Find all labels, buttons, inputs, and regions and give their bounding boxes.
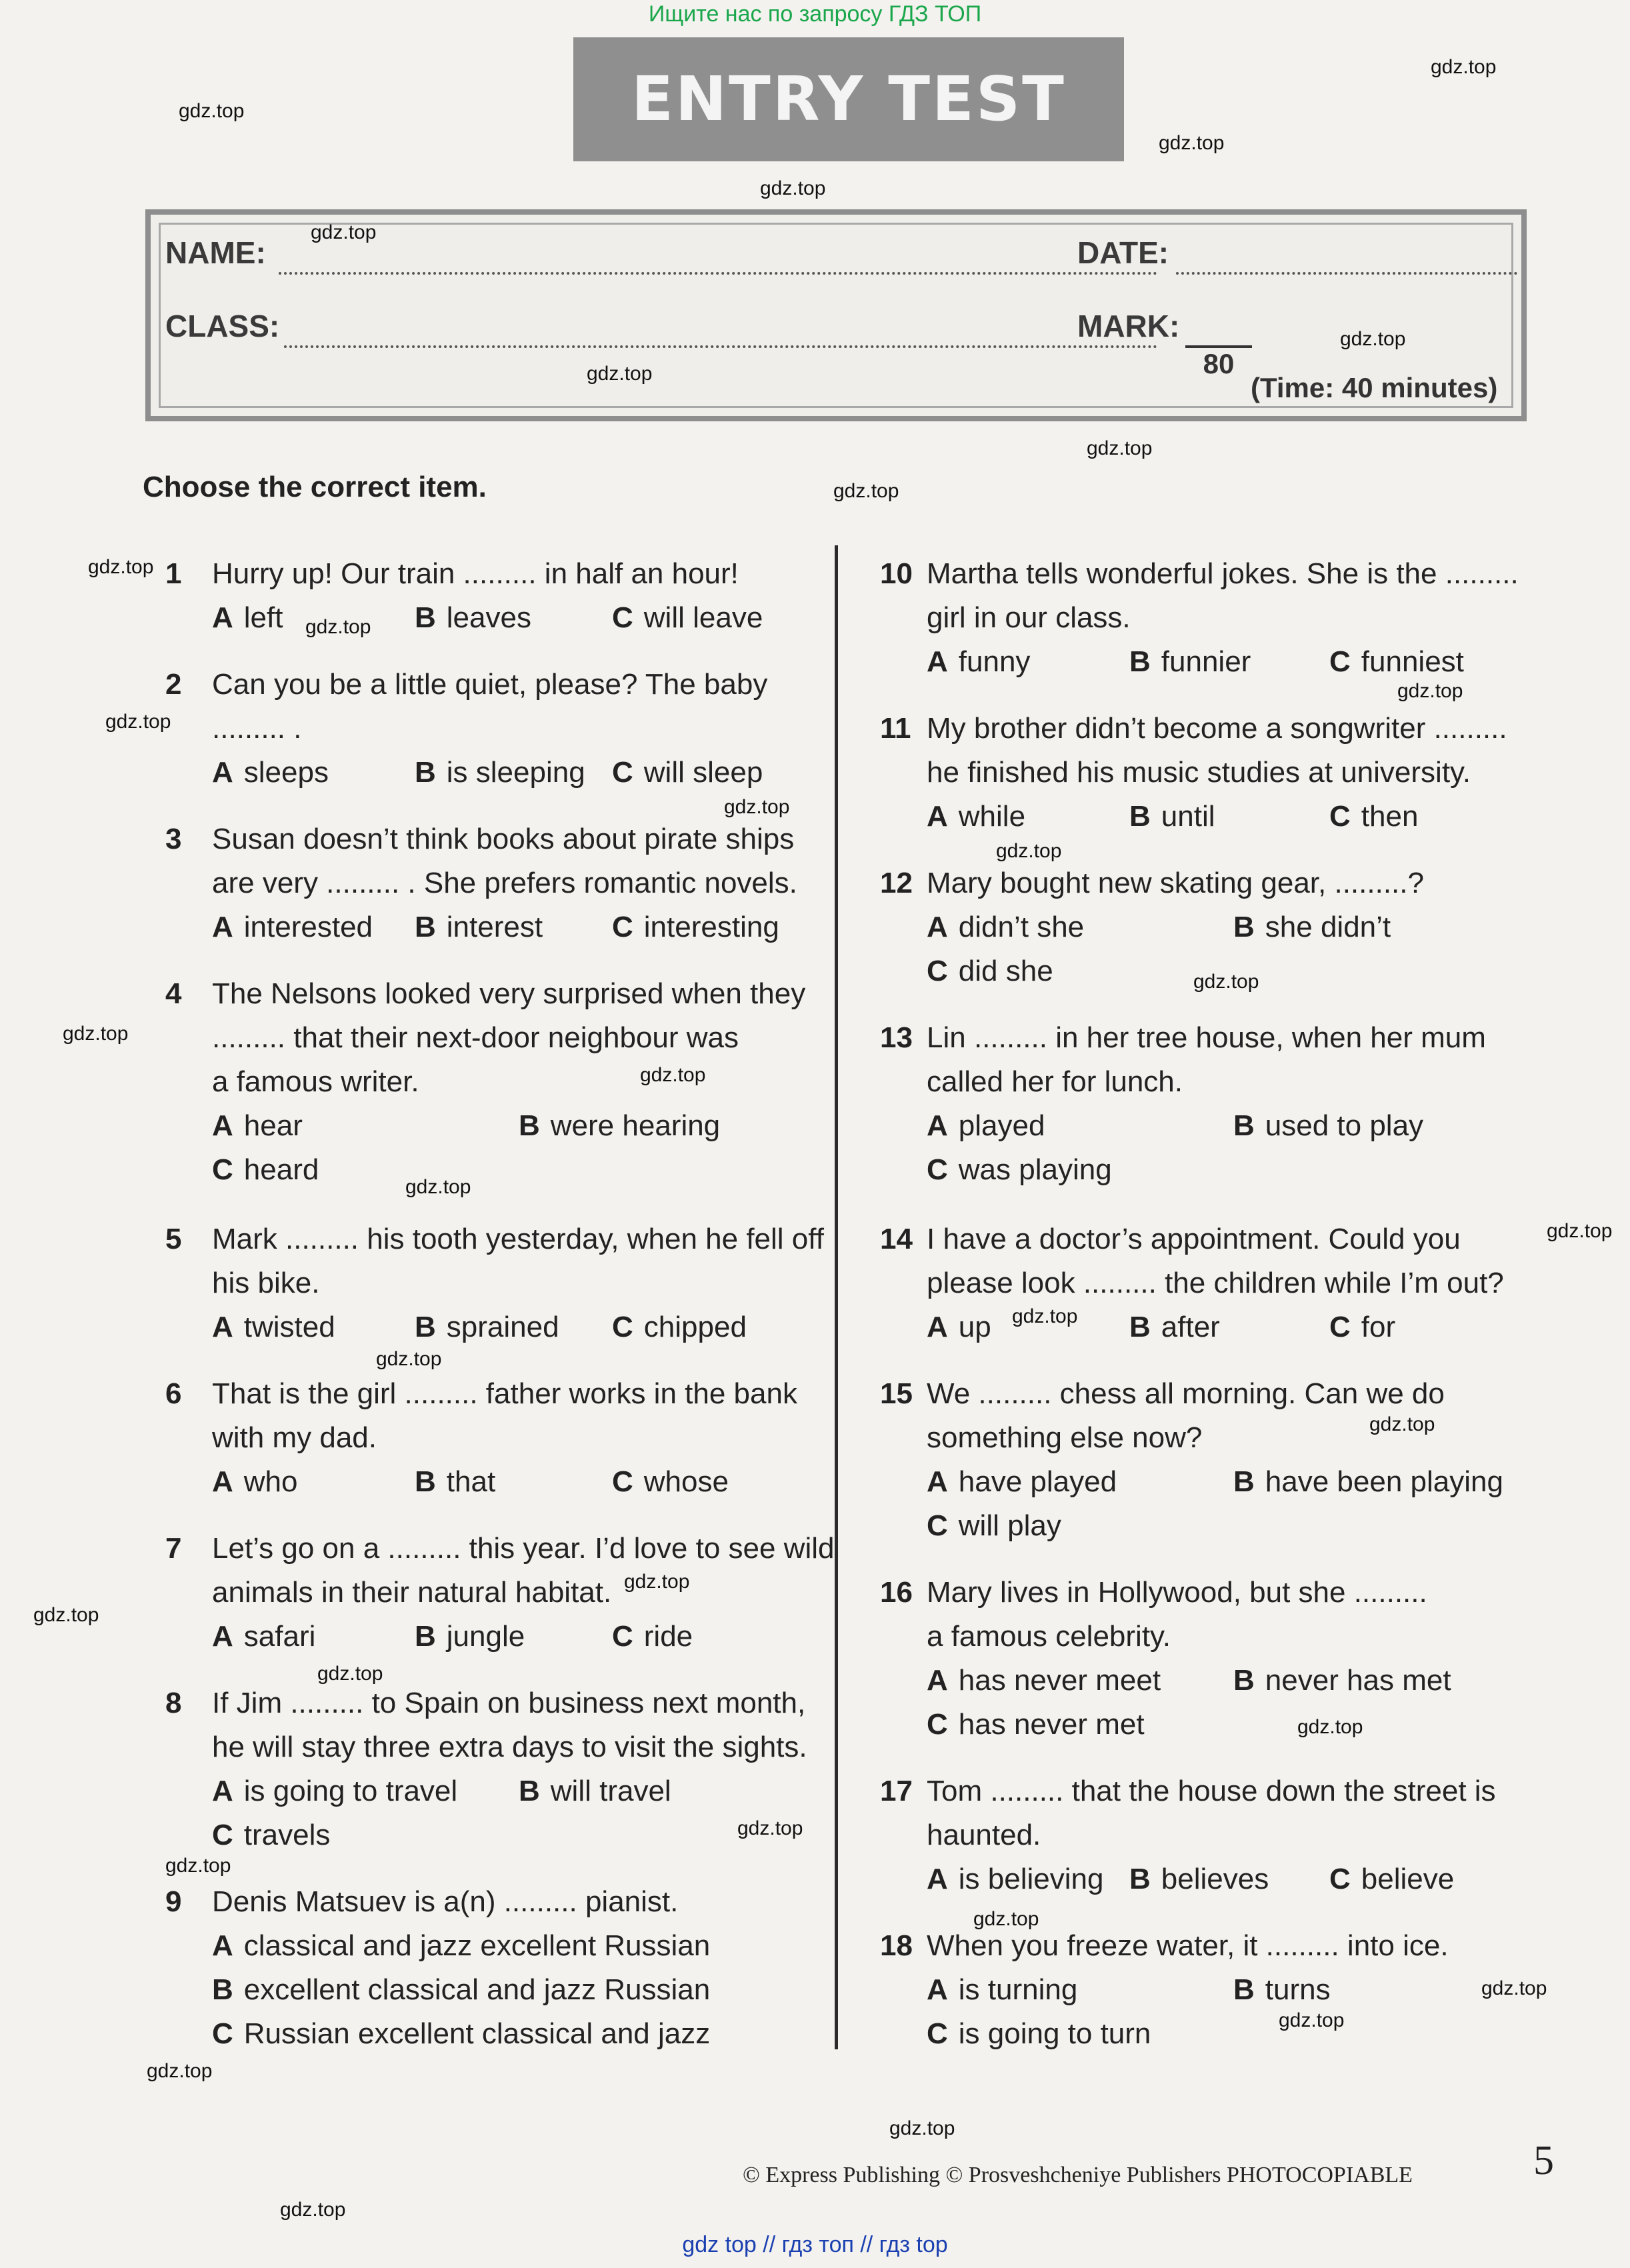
- question-5: 5 Mark ......... his tooth yesterday, when he fell off his bike.: [165, 1223, 824, 1299]
- q18-option-a[interactable]: A is turning: [927, 1973, 1078, 2006]
- question-2: 2 Can you be a little quiet, please? The baby ......... .: [165, 668, 768, 745]
- watermark: gdz.top: [376, 1348, 442, 1370]
- q6-option-c[interactable]: C whose: [612, 1465, 729, 1498]
- question-13: 13 Lin ......... in her tree house, when her mum called her for lunch.: [880, 1021, 1486, 1098]
- q3-option-a[interactable]: A interested: [212, 911, 373, 943]
- q11-option-c[interactable]: C then: [1329, 800, 1419, 833]
- watermark: gdz.top: [973, 1908, 1039, 1930]
- q13-option-b[interactable]: B used to play: [1233, 1109, 1424, 1142]
- watermark: gdz.top: [165, 1855, 231, 1877]
- column-divider: [835, 545, 838, 2049]
- question-11: 11 My brother didn’t become a songwriter ......... he finished his music studies at university.: [880, 712, 1507, 789]
- q7-option-c[interactable]: C ride: [612, 1620, 693, 1653]
- watermark: gdz.top: [760, 177, 826, 199]
- watermark: gdz.top: [1547, 1220, 1613, 1242]
- question-14: 14 I have a doctor’s appointment. Could you please look ......... the children while I’m out?: [880, 1223, 1504, 1299]
- watermark: gdz.top: [1087, 437, 1153, 459]
- watermark: gdz.top: [833, 480, 899, 502]
- q6-option-a[interactable]: A who: [212, 1465, 298, 1498]
- watermark: gdz.top: [640, 1064, 706, 1086]
- q15-option-b[interactable]: B have been playing: [1233, 1465, 1503, 1498]
- question-16: 16 Mary lives in Hollywood, but she ......... a famous celebrity.: [880, 1576, 1427, 1653]
- q16-option-b[interactable]: B never has met: [1233, 1664, 1451, 1697]
- watermark: gdz.top: [1012, 1305, 1078, 1327]
- question-15: 15 We ......... chess all morning. Can we do something else now?: [880, 1377, 1445, 1454]
- bottom-watermark-links: gdz top // гдз топ // гдз top: [682, 2232, 948, 2257]
- q10-option-b[interactable]: B funnier: [1129, 645, 1251, 678]
- watermark: gdz.top: [305, 616, 371, 638]
- q3-option-c[interactable]: C interesting: [612, 911, 779, 943]
- q15-option-c[interactable]: C will play: [927, 1509, 1061, 1542]
- mark-label: MARK:: [1077, 309, 1180, 343]
- q4-option-a[interactable]: A hear: [212, 1109, 303, 1142]
- q4-option-c[interactable]: C heard: [212, 1153, 319, 1186]
- q5-option-b[interactable]: B sprained: [415, 1311, 559, 1343]
- mark-total: 80: [1203, 348, 1235, 379]
- q18-option-c[interactable]: C is going to turn: [927, 2017, 1151, 2050]
- top-promo-text: Ищите нас по запросу ГДЗ ТОП: [648, 1, 982, 27]
- watermark: gdz.top: [1369, 1413, 1435, 1435]
- watermark: gdz.top: [1397, 680, 1463, 702]
- watermark: gdz.top: [1481, 1977, 1547, 1999]
- q10-option-a[interactable]: A funny: [927, 645, 1031, 678]
- q13-option-a[interactable]: A played: [927, 1109, 1045, 1142]
- q8-option-b[interactable]: B will travel: [519, 1775, 671, 1807]
- name-field[interactable]: [279, 272, 1157, 275]
- q1-option-a[interactable]: A left: [212, 601, 283, 634]
- q9-option-b[interactable]: B excellent classical and jazz Russian: [212, 1973, 711, 2006]
- watermark: gdz.top: [624, 1571, 690, 1593]
- q14-option-a[interactable]: A up: [927, 1311, 991, 1343]
- q11-option-b[interactable]: B until: [1129, 800, 1215, 833]
- watermark: gdz.top: [996, 840, 1062, 862]
- q8-option-c[interactable]: C travels: [212, 1819, 331, 1851]
- q17-option-b[interactable]: B believes: [1129, 1863, 1269, 1895]
- q9-option-c[interactable]: C Russian excellent classical and jazz: [212, 2017, 711, 2050]
- watermark: gdz.top: [1297, 1716, 1363, 1738]
- watermark: gdz.top: [405, 1176, 471, 1198]
- q13-option-c[interactable]: C was playing: [927, 1153, 1112, 1186]
- question-10: 10 Martha tells wonderful jokes. She is the ......... girl in our class.: [880, 557, 1519, 634]
- question-12: 12 Mary bought new skating gear, .........?: [880, 867, 1424, 899]
- question-1: 1 Hurry up! Our train ......... in half an hour!: [165, 557, 739, 590]
- question-3: 3 Susan doesn’t think books about pirate ships are very ......... . She prefers romantic novels.: [165, 823, 797, 899]
- q15-option-a[interactable]: A have played: [927, 1465, 1117, 1498]
- watermark: gdz.top: [1279, 2009, 1345, 2031]
- watermark: gdz.top: [105, 711, 171, 733]
- q11-option-a[interactable]: A while: [927, 800, 1026, 833]
- watermark: gdz.top: [889, 2117, 955, 2139]
- question-9: 9 Denis Matsuev is a(n) ......... pianist.: [165, 1885, 679, 1918]
- q5-option-c[interactable]: C chipped: [612, 1311, 747, 1343]
- question-4: 4 The Nelsons looked very surprised when they ......... that their next-door neighbour was a famous writer.: [165, 977, 806, 1098]
- watermark: gdz.top: [311, 221, 377, 243]
- class-label: CLASS:: [165, 309, 280, 343]
- q18-option-b[interactable]: B turns: [1233, 1973, 1331, 2006]
- q12-option-b[interactable]: B she didn’t: [1233, 911, 1391, 943]
- watermark: gdz.top: [737, 1817, 803, 1839]
- question-8: 8 If Jim ......... to Spain on business next month, he will stay three extra days to visit the sights.: [165, 1687, 807, 1763]
- watermark: gdz.top: [179, 100, 245, 122]
- q17-option-c[interactable]: C believe: [1329, 1863, 1455, 1895]
- q12-option-a[interactable]: A didn’t she: [927, 911, 1085, 943]
- q7-option-b[interactable]: B jungle: [415, 1620, 525, 1653]
- q1-option-c[interactable]: C will leave: [612, 601, 763, 634]
- q16-option-c[interactable]: C has never met: [927, 1708, 1145, 1741]
- q9-option-a[interactable]: A classical and jazz excellent Russian: [212, 1929, 711, 1962]
- q2-option-c[interactable]: C will sleep: [612, 756, 763, 789]
- title-banner: ENTRY TEST: [573, 37, 1124, 161]
- instruction: Choose the correct item.: [143, 471, 487, 503]
- q4-option-b[interactable]: B were hearing: [519, 1109, 721, 1142]
- watermark: gdz.top: [88, 556, 154, 578]
- q7-option-a[interactable]: A safari: [212, 1620, 316, 1653]
- q17-option-a[interactable]: A is believing: [927, 1863, 1104, 1895]
- watermark: gdz.top: [33, 1604, 99, 1626]
- page-number: 5: [1533, 2138, 1554, 2183]
- q6-option-b[interactable]: B that: [415, 1465, 496, 1498]
- q1-option-b[interactable]: B leaves: [415, 601, 531, 634]
- watermark: gdz.top: [280, 2199, 346, 2221]
- watermark: gdz.top: [317, 1663, 383, 1685]
- q3-option-b[interactable]: B interest: [415, 911, 543, 943]
- question-18: 18 When you freeze water, it ......... into ice.: [880, 1929, 1449, 1962]
- q8-option-a[interactable]: A is going to travel: [212, 1775, 458, 1807]
- time-note: (Time: 40 minutes): [1251, 372, 1498, 403]
- watermark: gdz.top: [147, 2060, 213, 2082]
- question-17: 17 Tom ......... that the house down the street is haunted.: [880, 1775, 1496, 1851]
- watermark: gdz.top: [63, 1023, 129, 1045]
- q2-option-a[interactable]: A sleeps: [212, 756, 329, 789]
- class-field[interactable]: [284, 345, 1157, 348]
- q5-option-a[interactable]: A twisted: [212, 1311, 335, 1343]
- q16-option-a[interactable]: A has never meet: [927, 1664, 1161, 1697]
- watermark: gdz.top: [587, 363, 653, 385]
- question-7: 7 Let’s go on a ......... this year. I’d love to see wild animals in their natural habitat.: [165, 1532, 835, 1609]
- q10-option-c[interactable]: C funniest: [1329, 645, 1464, 678]
- watermark: gdz.top: [1193, 971, 1259, 993]
- name-label: NAME:: [165, 235, 266, 270]
- watermark: gdz.top: [724, 796, 790, 818]
- watermark: gdz.top: [1340, 328, 1406, 350]
- q12-option-c[interactable]: C did she: [927, 955, 1053, 987]
- date-label: DATE:: [1077, 235, 1169, 270]
- date-field[interactable]: [1176, 272, 1517, 275]
- watermark: gdz.top: [1159, 132, 1225, 154]
- q14-option-b[interactable]: B after: [1129, 1311, 1220, 1343]
- copyright-footer: © Express Publishing © Prosveshcheniye Publishers PHOTOCOPIABLE: [743, 2163, 1413, 2187]
- q14-option-c[interactable]: C for: [1329, 1311, 1396, 1343]
- q2-option-b[interactable]: B is sleeping: [415, 756, 585, 789]
- question-6: 6 That is the girl ......... father works in the bank with my dad.: [165, 1377, 797, 1454]
- watermark: gdz.top: [1431, 56, 1497, 78]
